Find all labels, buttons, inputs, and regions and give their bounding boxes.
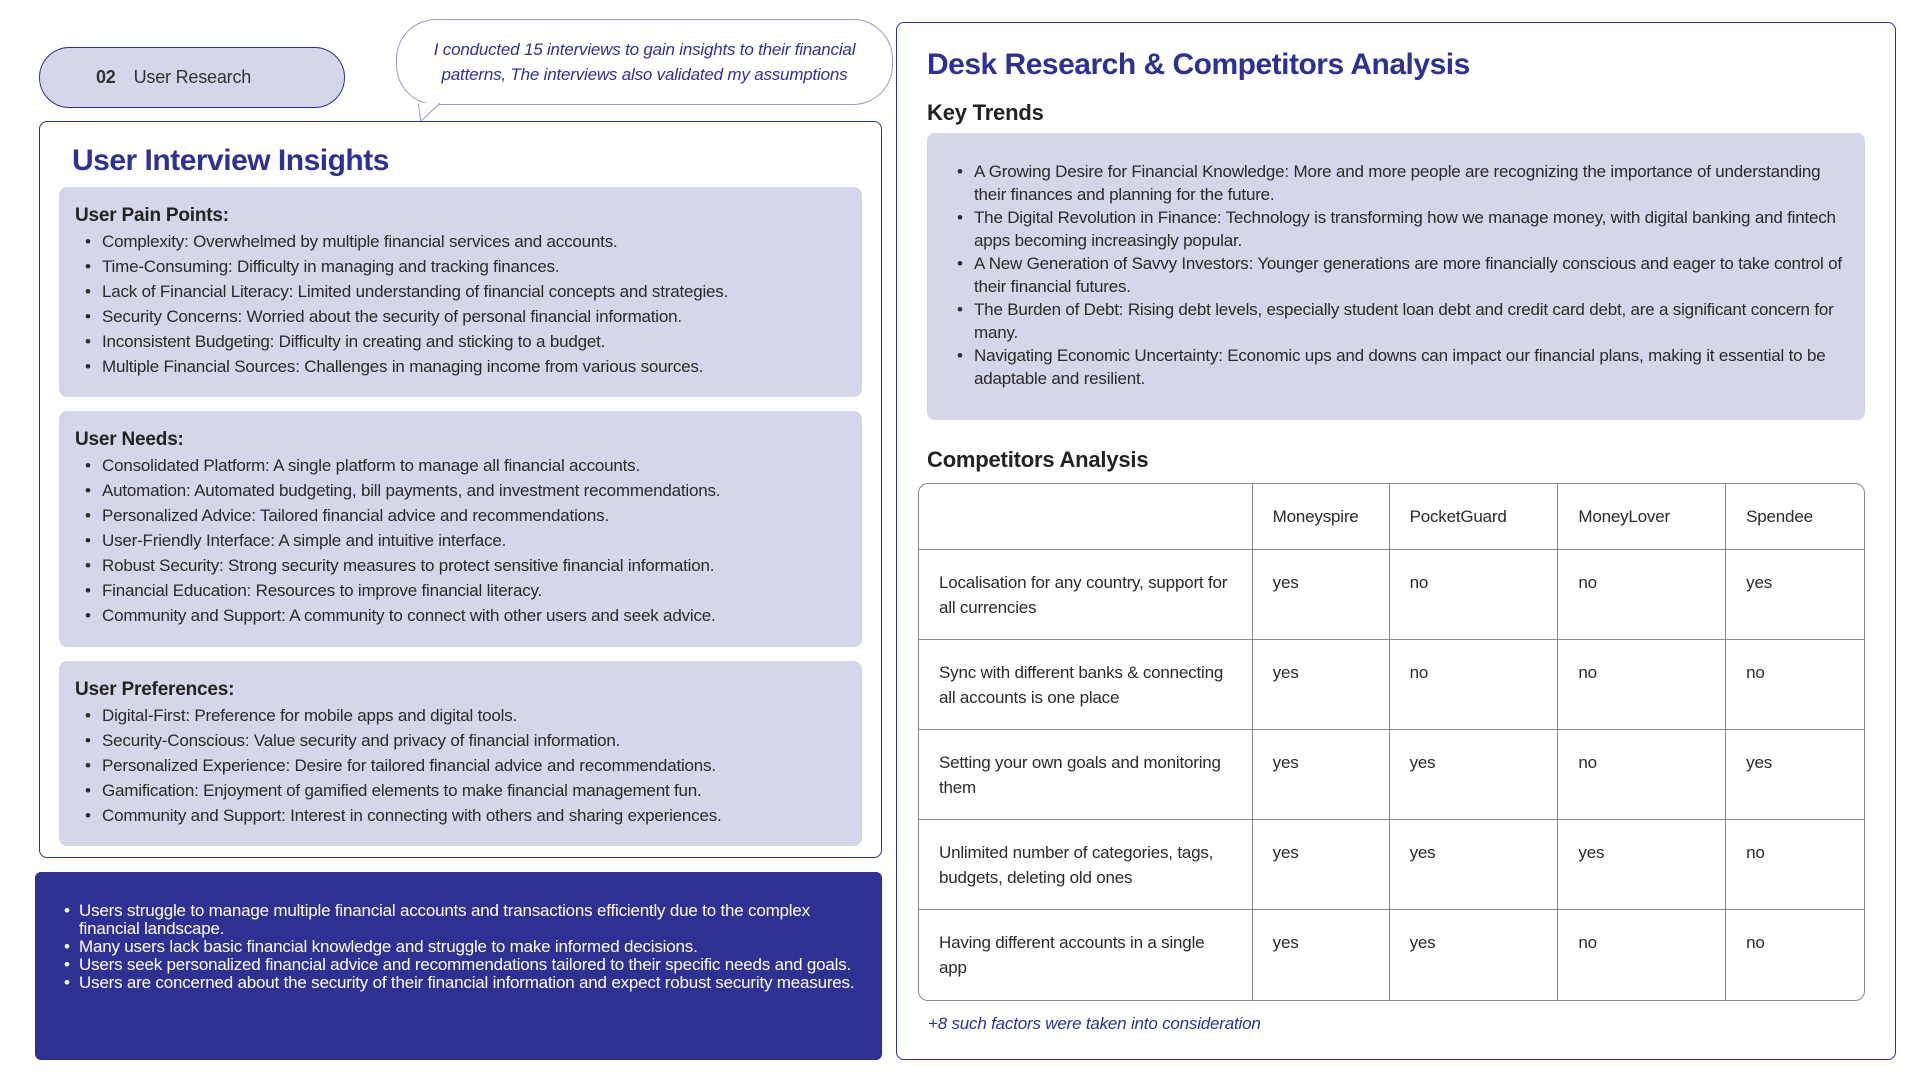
- table-cell: no: [1726, 820, 1864, 910]
- table-row: [919, 820, 1864, 910]
- insight-item: • Gamification: Enjoyment of gamified elements to make financial management fun.: [75, 778, 846, 803]
- insight-item: • Security-Conscious: Value security and privacy of financial information.: [75, 728, 846, 753]
- insight-item: • Inconsistent Budgeting: Difficulty in creating and sticking to a budget.: [75, 329, 846, 354]
- insight-group: [59, 187, 862, 397]
- table-cell: no: [1390, 640, 1559, 730]
- section-title: User Research: [133, 67, 252, 87]
- insight-item: • Community and Support: Interest in connecting with others and sharing experiences.: [75, 803, 846, 828]
- table-cell: no: [1726, 640, 1864, 730]
- trend-item: • A New Generation of Savvy Investors: Younger generations are more financially conscious and eager to take control of their financial futures.: [947, 252, 1849, 298]
- table-cell: yes: [1253, 640, 1390, 730]
- table-cell: yes: [1558, 820, 1726, 910]
- feature-cell: Unlimited number of categories, tags, budgets, deleting old ones: [919, 820, 1253, 910]
- summary-item: • Users struggle to manage multiple financial accounts and transactions efficiently due to the complex financial landscape.: [62, 902, 862, 938]
- table-cell: yes: [1253, 820, 1390, 910]
- competitors-title: Competitors Analysis: [927, 447, 1149, 472]
- table-cell: yes: [1253, 550, 1390, 640]
- table-cell: yes: [1253, 910, 1390, 1000]
- table-cell: no: [1746, 933, 1765, 952]
- table-cell: yes: [1726, 550, 1864, 640]
- insight-item: • Personalized Experience: Desire for tailored financial advice and recommendations.: [75, 753, 846, 778]
- summary-item: • Users seek personalized financial advice and recommendations tailored to their specific needs and goals.: [62, 956, 862, 974]
- insight-group: [59, 411, 862, 647]
- speech-bubble: I conducted 15 interviews to gain insights to their financial patterns, The interviews also validated my assumptions: [396, 19, 893, 105]
- column-header: Moneyspire: [1253, 484, 1390, 550]
- insight-item: • Financial Education: Resources to improve financial literacy.: [75, 578, 846, 603]
- table-cell: yes: [1390, 820, 1559, 910]
- table-cell: no: [1390, 550, 1559, 640]
- key-trends-box: [927, 133, 1865, 420]
- table-cell: yes: [1726, 730, 1864, 820]
- insight-group-title: User Needs:: [75, 429, 184, 450]
- table-row: [919, 730, 1864, 820]
- summary-item: • Many users lack basic financial knowledge and struggle to make informed decisions.: [62, 938, 862, 956]
- feature-cell: Localisation for any country, support for all currencies: [919, 550, 1253, 640]
- table-cell: no: [1558, 550, 1726, 640]
- column-header: PocketGuard: [1390, 484, 1559, 550]
- table-cell: yes: [1390, 730, 1559, 820]
- insight-group-title: User Preferences:: [75, 679, 235, 700]
- trend-item: • A Growing Desire for Financial Knowledge: More and more people are recognizing the importance of understanding their finances and planning for the future.: [947, 160, 1849, 206]
- table-cell: no: [1558, 910, 1726, 1000]
- section-number: 02: [96, 67, 116, 87]
- column-header: MoneyLover: [1558, 484, 1726, 550]
- feature-cell: Having different accounts in a single app: [919, 910, 1253, 1000]
- table-cell: yes: [1390, 910, 1559, 1000]
- table-row: [919, 910, 1864, 1000]
- trend-item: • The Digital Revolution in Finance: Technology is transforming how we manage money, with digital banking and fintech apps becoming increasingly popular.: [947, 206, 1849, 252]
- column-header: Spendee: [1726, 484, 1864, 550]
- table-cell: yes: [1253, 730, 1390, 820]
- key-trends-title: Key Trends: [927, 100, 1044, 125]
- column-header: [919, 484, 1253, 550]
- insight-item: • Multiple Financial Sources: Challenges in managing income from various sources.: [75, 354, 846, 379]
- table-header-row: [919, 484, 1864, 550]
- insight-item: • Community and Support: A community to connect with other users and seek advice.: [75, 603, 846, 628]
- trend-item: • The Burden of Debt: Rising debt levels, especially student loan debt and credit card debt, are a significant concern for many.: [947, 298, 1849, 344]
- insight-item: • Consolidated Platform: A single platform to manage all financial accounts.: [75, 453, 846, 478]
- insight-item: • Robust Security: Strong security measures to protect sensitive financial information.: [75, 553, 846, 578]
- footnote: +8 such factors were taken into consideration: [928, 1014, 1261, 1033]
- feature-cell: Setting your own goals and monitoring them: [919, 730, 1253, 820]
- table-row: [919, 640, 1864, 730]
- insight-group-title: User Pain Points:: [75, 205, 229, 226]
- trend-item: • Navigating Economic Uncertainty: Economic ups and downs can impact our financial plans, making it essential to be adaptable and resilient.: [947, 344, 1849, 390]
- insight-item: • User-Friendly Interface: A simple and intuitive interface.: [75, 528, 846, 553]
- insight-item: • Digital-First: Preference for mobile apps and digital tools.: [75, 703, 846, 728]
- insight-item: • Complexity: Overwhelmed by multiple financial services and accounts.: [75, 229, 846, 254]
- insight-item: • Automation: Automated budgeting, bill payments, and investment recommendations.: [75, 478, 846, 503]
- speech-bubble-tail: [418, 103, 440, 121]
- insight-item: • Time-Consuming: Difficulty in managing and tracking finances.: [75, 254, 846, 279]
- competitors-table: [918, 483, 1865, 1001]
- table-cell: no: [1558, 730, 1726, 820]
- section-label: [39, 47, 345, 108]
- table-cell: no: [1558, 640, 1726, 730]
- insight-group: [59, 661, 862, 846]
- user-interview-title: User Interview Insights: [72, 144, 389, 177]
- summary-panel: [35, 872, 882, 1060]
- summary-item: • Users are concerned about the security of their financial information and expect robust security measures.: [62, 974, 862, 992]
- feature-cell: Sync with different banks & connecting all accounts is one place: [919, 640, 1253, 730]
- desk-research-title: Desk Research & Competitors Analysis: [927, 48, 1470, 81]
- insight-item: • Lack of Financial Literacy: Limited understanding of financial concepts and strategies.: [75, 279, 846, 304]
- insight-item: • Security Concerns: Worried about the security of personal financial information.: [75, 304, 846, 329]
- table-row: [919, 550, 1864, 640]
- insight-item: • Personalized Advice: Tailored financial advice and recommendations.: [75, 503, 846, 528]
